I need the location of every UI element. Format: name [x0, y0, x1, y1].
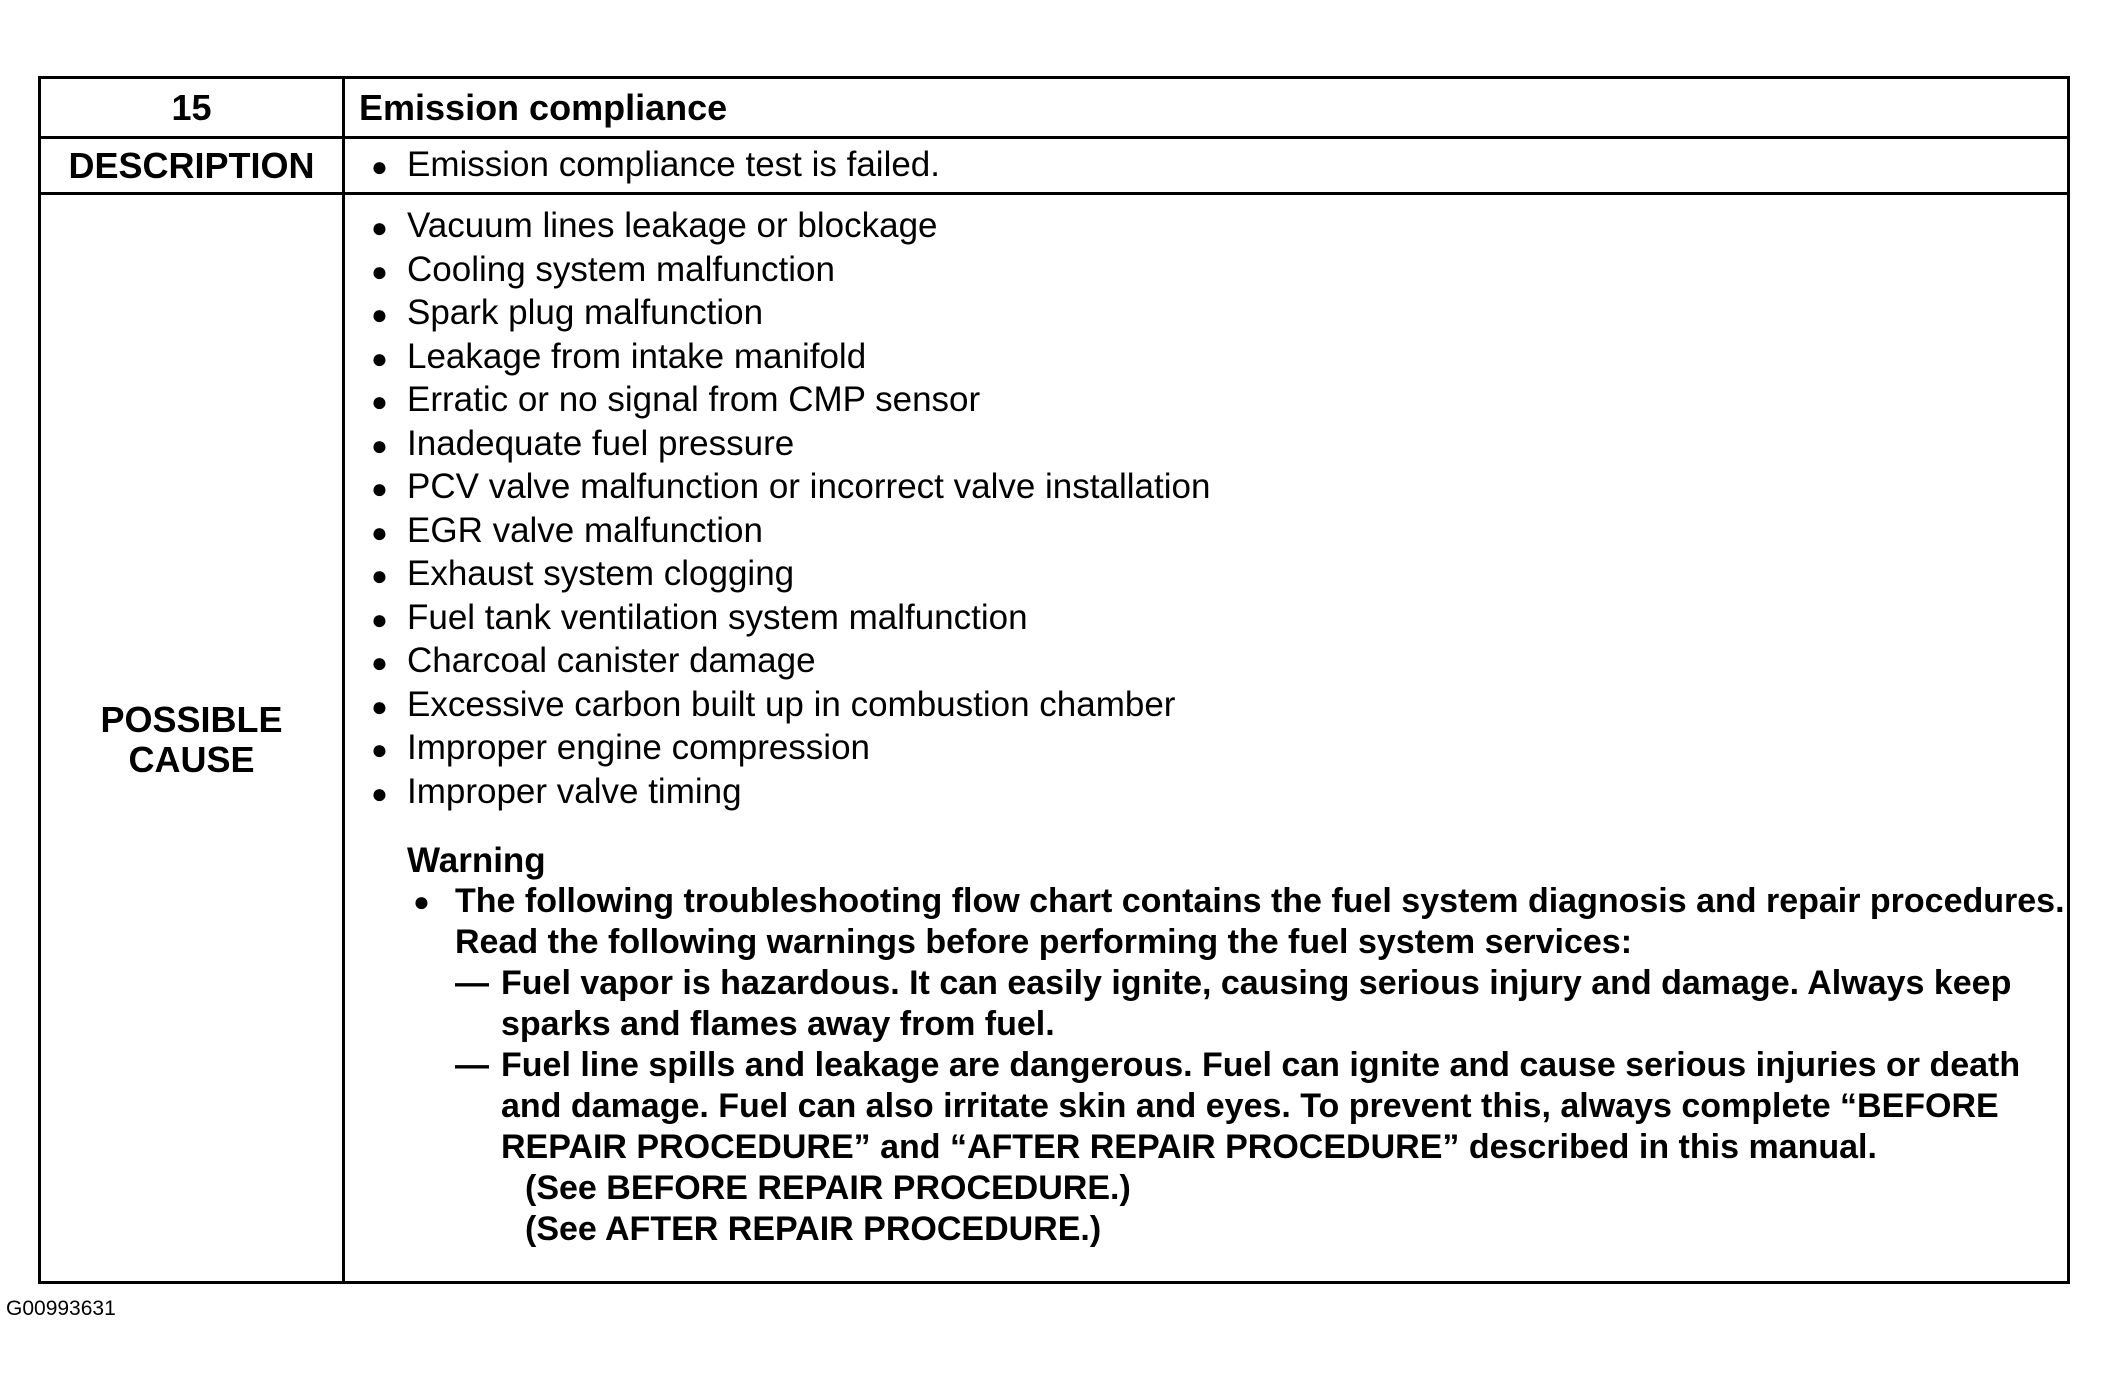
warning-subitem [455, 1045, 2067, 1168]
bullet-icon: ● [371, 647, 388, 678]
cause-item [359, 292, 2067, 336]
bullet-icon: ● [371, 150, 388, 182]
cause-text: Cooling system malfunction [407, 249, 835, 289]
warning-subitem-text: Fuel vapor is hazardous. It can easily ignite, causing serious injury and damage. Always keep sparks and flames away from fuel. [501, 964, 2012, 1043]
warning-subitem [455, 963, 2067, 1045]
cause-item [359, 249, 2067, 293]
dash-mark: — [455, 1046, 489, 1084]
bullet-icon: ● [371, 560, 388, 591]
possible-cause-content [345, 195, 2067, 1250]
cause-item [359, 466, 2067, 510]
cause-text: Excessive carbon built up in combustion chamber [407, 684, 1176, 724]
cause-text: Fuel tank ventilation system malfunction [407, 597, 1028, 637]
cause-text: Charcoal canister damage [407, 641, 816, 680]
bullet-icon: ● [371, 386, 388, 417]
bullet-icon: ● [371, 429, 388, 461]
possible-cause-label-line1: POSSIBLE [100, 698, 283, 740]
warning-body [455, 881, 2067, 1250]
warning-subitem-text: Fuel line spills and leakage are dangerous. Fuel can ignite and cause serious injuries or death and damage. Fuel can also irritate skin and eyes. To prevent this, always complete “BEFORE REPAIR PROCEDURE” and “AFTER REPAIR PROCEDURE” described in this manual. [501, 1046, 2021, 1166]
cause-text: Erratic or no signal from CMP sensor [407, 380, 981, 419]
cause-text: Inadequate fuel pressure [407, 423, 795, 463]
bullet-icon: ● [371, 690, 388, 722]
cause-text: Exhaust system clogging [407, 554, 795, 593]
bullet-icon: ● [413, 886, 430, 917]
cause-item [359, 510, 2067, 554]
step-title: Emission compliance [359, 86, 728, 128]
bullet-icon: ● [371, 777, 388, 809]
dash-mark: — [455, 964, 489, 1002]
warning-item [407, 881, 2067, 1250]
see-before-link[interactable]: (See BEFORE REPAIR PROCEDURE.) [525, 1169, 1131, 1207]
bullet-icon: ● [371, 212, 388, 243]
bullet-icon: ● [371, 342, 388, 374]
cause-item [359, 684, 2067, 728]
cause-item [359, 597, 2067, 641]
possible-cause-label-line2: CAUSE [128, 738, 255, 780]
bullet-icon: ● [371, 603, 388, 635]
description-text: Emission compliance test is failed. [407, 144, 940, 184]
cause-item [359, 379, 2067, 423]
bullet-icon: ● [371, 734, 388, 765]
cause-text: Spark plug malfunction [407, 293, 764, 332]
cause-text: Improper valve timing [407, 771, 742, 811]
bullet-icon: ● [371, 516, 388, 548]
cause-text: Vacuum lines leakage or blockage [407, 206, 938, 245]
cause-text: Leakage from intake manifold [407, 336, 867, 376]
description-label: DESCRIPTION [68, 144, 315, 186]
troubleshooting-table [38, 76, 2070, 1284]
warning-intro: The following troubleshooting flow chart contains the fuel system diagnosis and repair procedures. Read the following warnings before performing the fuel system services: [455, 882, 2065, 961]
bullet-icon: ● [371, 255, 388, 287]
bullet-icon: ● [371, 473, 388, 504]
warning-block [359, 840, 2067, 1250]
cause-item [359, 336, 2067, 380]
description-item [359, 144, 940, 188]
cause-item [359, 205, 2067, 249]
cause-item [359, 423, 2067, 467]
bullet-icon: ● [371, 299, 388, 330]
warning-title: Warning [407, 841, 546, 880]
possible-cause-label [41, 195, 342, 1284]
cause-text: EGR valve malfunction [407, 510, 763, 550]
cause-item [359, 771, 2067, 815]
cause-text: Improper engine compression [407, 728, 871, 767]
cause-item [359, 727, 2067, 771]
cause-text: PCV valve malfunction or incorrect valve installation [407, 467, 1211, 506]
cause-item [359, 640, 2067, 684]
description-content [345, 139, 2067, 192]
see-after-link[interactable]: (See AFTER REPAIR PROCEDURE.) [525, 1210, 1102, 1248]
step-number: 15 [171, 86, 212, 128]
figure-id: G00993631 [6, 1297, 116, 1320]
cause-item [359, 553, 2067, 597]
cause-list [359, 205, 2067, 814]
